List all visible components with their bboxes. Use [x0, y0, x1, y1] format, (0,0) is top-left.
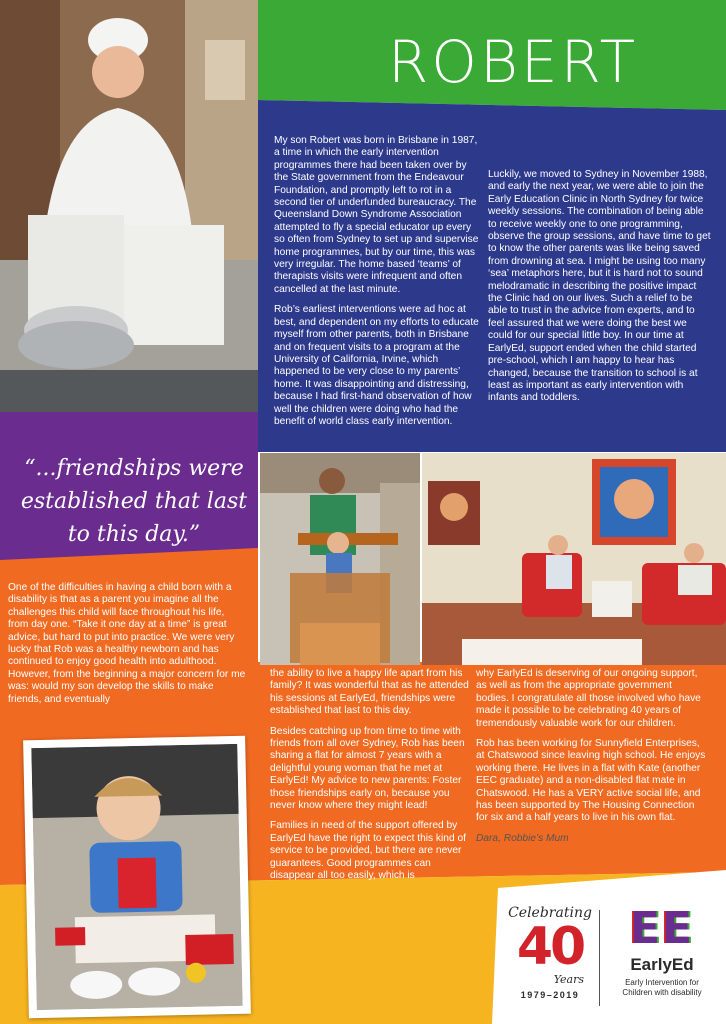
story-paragraph: One of the difficulties in having a child born with a disability is that as a parent you imagine all the challenges this child will face throughout his life, from day one. “Take it one day at a time” is great advice, but hard to put into practice. We were very lucky that Rob was a healthy newborn and has continued to enjoy good health into adulthood. However, from the beginning a major concern for me was: would my son develop the skills to make friends, and eventually	[8, 582, 246, 705]
story-column-2	[488, 169, 712, 413]
story-paragraph: Luckily, we moved to Sydney in November 1988, and early the next year, we were able to join the Early Education Clinic in North Sydney for twice weekly sessions. The combination of being able to receive weekly one to one programming, observe the group sessions, and have time to get to know the other parents was like being saved from drowning at sea. I might be using too many ‘sea’ metaphors here, but it is hard not to sound melodramatic in describing the positive impact the Clinic had on our lives. Such a relief to be able to trust in the advice from experts, and to feel assured that we were doing the best we could for our special little boy. In our time at EarlyEd, support ended when the child started pre-school, which I am happy to hear has changed, because the transition to school is at least as important as early intervention with infants and toddlers.	[488, 169, 711, 404]
signature: Dara, Robbie’s Mum	[476, 832, 569, 844]
years-text: Years	[553, 973, 584, 986]
story-column-3	[8, 582, 246, 714]
photo-toddler	[31, 744, 242, 1010]
story-column-5	[476, 668, 706, 853]
story-paragraph: My son Robert was born in Brisbane in 1987, a time in which the early intervention programmes there had been taken over by the State government from the Endeavour Foundation, and promptly left to rot in a second tier of underfunded bureaucracy. The Queensland Down Syndrome Association attempted to fly a special educator up every so often from Sydney to set up and supervise home programmes, but by our time, this was very irregular. The home based ‘teams’ of therapists visits were infrequent and often cancelled at the last minute.	[274, 135, 479, 295]
story-paragraph: the ability to live a happy life apart from his family? It was wonderful that as he attended his sessions at EarlyEd, friendships were established that last to this day.	[270, 668, 469, 717]
brand-name: EarlyEd	[630, 955, 694, 974]
page-title: ROBERT	[388, 28, 639, 96]
photo-toddler-frame	[23, 736, 251, 1019]
celebrating-text: Celebrating	[508, 905, 592, 921]
photo-chef	[0, 0, 258, 412]
pull-quote: “...friendships were established that last to this day.”	[20, 456, 248, 547]
logo-divider	[599, 910, 600, 1006]
story-paragraph: Besides catching up from time to time with friends from all over Sydney, Rob has been sharing a flat for almost 7 years with a delightful young woman that he met at EarlyEd! My advice to new parents: Foster those friendships early on, because you never know where they might lead!	[270, 725, 465, 812]
ee-mark-icon: EE	[629, 903, 695, 954]
celebrating-40-logo	[504, 905, 596, 1010]
story-paragraph: why EarlyEd is deserving of our ongoing support, as well as from the appropriate government bodies. I congratulate all those involved who have made it possible to be celebrating 40 years of tremendously valuable work for our children.	[476, 668, 701, 729]
photo-living-room	[422, 453, 726, 665]
forty-number: 40	[516, 917, 584, 977]
story-paragraph: Rob’s earliest interventions were ad hoc at best, and dependent on my efforts to educate myself from other parents, both in Brisbane and on frequent visits to a program at the University of California, Irvine, which happened to be very close to my parents’ home. It was disappointing and distressing, because I had first-hand observation of how well the children were doing who had the benefit of world class early intervention.	[274, 304, 479, 427]
story-column-1	[274, 135, 479, 436]
earlyed-logo	[606, 905, 718, 1015]
photo-slide	[260, 453, 420, 665]
logo-dates: 1979–2019	[520, 990, 580, 1000]
brand-tagline: Early Intervention for Children with disability	[622, 978, 702, 997]
story-paragraph: Rob has been working for Sunnyfield Enterprises, at Chatswood since leaving high school. He enjoys working there. He lives in a flat with Kate (another EEC graduate) and a non-disabled flat mate in Chatswood. He has a VERY active social life, and has been supported by The Housing Connection for six and a half years to live in his own flat.	[476, 738, 706, 824]
story-paragraph: Families in need of the support offered by EarlyEd have the right to expect this kind of service to be provided, but there are never guarantees. Good programmes can disappear all too easily, which is	[270, 820, 466, 882]
story-column-4	[270, 668, 470, 891]
